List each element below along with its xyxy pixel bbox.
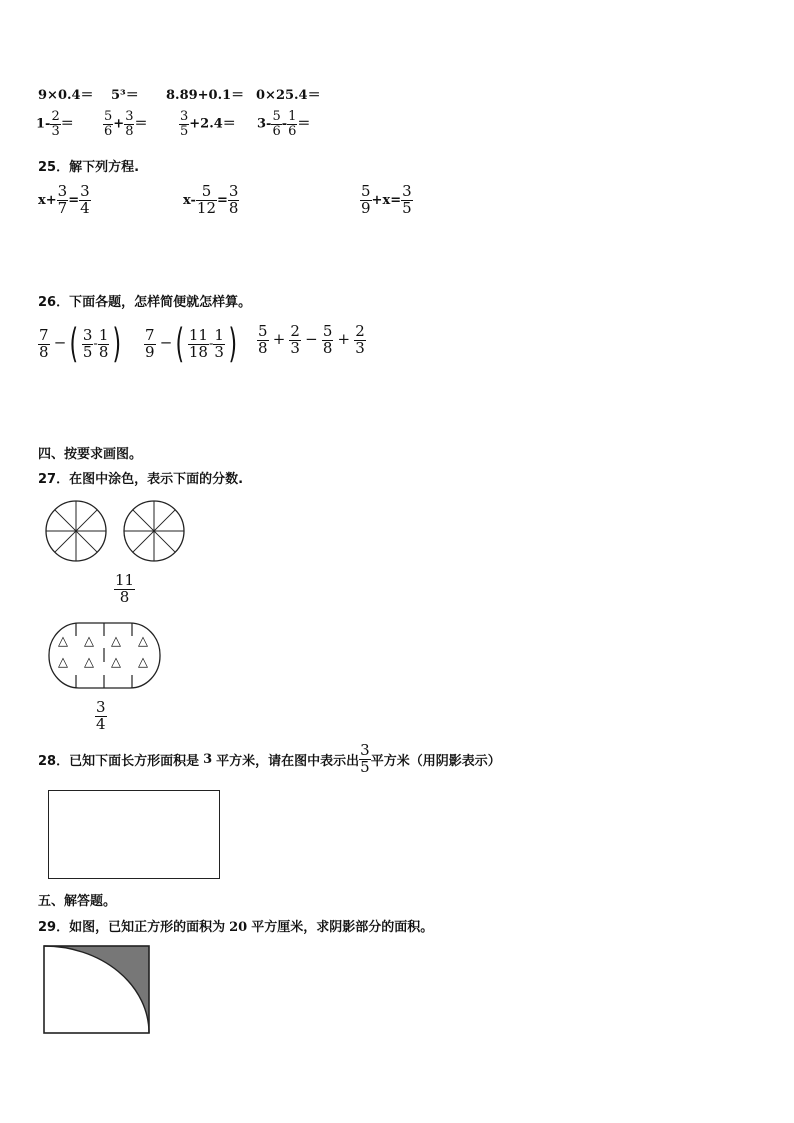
q28-rectangle[interactable] bbox=[48, 790, 220, 879]
denominator: 4 bbox=[80, 198, 90, 217]
fraction bbox=[287, 110, 297, 138]
prefix: x- bbox=[183, 192, 196, 208]
numerator: 5 bbox=[104, 109, 113, 124]
fraction bbox=[103, 110, 113, 138]
denominator: 6 bbox=[104, 123, 113, 139]
triangle-icon: △ bbox=[111, 634, 121, 649]
equation-2 bbox=[183, 184, 239, 217]
numerator: 11 bbox=[188, 325, 208, 344]
fraction bbox=[144, 325, 156, 361]
denominator: 3 bbox=[214, 342, 224, 361]
oral-calc-item: 5³＝ bbox=[111, 88, 139, 103]
q29-square-figure bbox=[42, 944, 152, 1036]
denominator: 8 bbox=[119, 587, 130, 606]
triangle-icon: △ bbox=[138, 634, 148, 649]
fraction bbox=[98, 325, 110, 361]
fraction bbox=[196, 184, 217, 217]
q25-equations bbox=[38, 184, 458, 224]
left-paren-icon: ( bbox=[175, 321, 185, 367]
numerator: 3 bbox=[402, 182, 412, 200]
circle-1[interactable] bbox=[46, 501, 106, 561]
q29-text-post: 平方厘米，求阴影部分的面积。 bbox=[251, 920, 434, 935]
fraction bbox=[179, 110, 189, 138]
triangle-icon: △ bbox=[84, 634, 94, 649]
fraction bbox=[271, 110, 281, 138]
numerator: 3 bbox=[228, 182, 239, 200]
oral-calc-item: 9×0.4＝ bbox=[38, 88, 94, 103]
denominator: 8 bbox=[322, 338, 333, 357]
numerator: 5 bbox=[258, 322, 268, 340]
expression-2 bbox=[144, 321, 241, 367]
oral-calc-row2 bbox=[36, 110, 356, 146]
fraction bbox=[359, 743, 371, 776]
left-paren-icon: ( bbox=[69, 321, 79, 367]
question-27-title: 27．在图中涂色，表示下面的分数. bbox=[38, 472, 244, 487]
q28-text-pre: 28．已知下面长方形面积是 bbox=[38, 753, 200, 769]
denominator: 5 bbox=[360, 757, 370, 776]
triangle-icon: △ bbox=[111, 655, 121, 670]
q28-text-mid: 平方米，请在图中表示出 bbox=[216, 753, 360, 769]
fraction bbox=[289, 324, 301, 357]
numerator: 5 bbox=[196, 184, 217, 201]
circle-2[interactable] bbox=[124, 501, 184, 561]
suffix: ＝ bbox=[134, 116, 148, 132]
operator: - bbox=[208, 336, 214, 352]
fraction bbox=[228, 184, 240, 217]
right-paren-icon: ) bbox=[228, 321, 238, 367]
q27-fraction-2 bbox=[95, 700, 107, 733]
triangle-icon: △ bbox=[138, 655, 148, 670]
fraction bbox=[360, 184, 372, 217]
operator: - bbox=[93, 336, 98, 352]
denominator: 8 bbox=[258, 338, 268, 357]
oral-calc-item bbox=[257, 110, 310, 138]
numerator: 7 bbox=[145, 325, 155, 344]
numerator: 2 bbox=[51, 109, 60, 124]
oral-calc-item bbox=[36, 110, 74, 138]
equation-3 bbox=[360, 184, 413, 217]
denominator: 4 bbox=[96, 714, 106, 733]
numerator: 1 bbox=[98, 325, 109, 344]
denominator: 3 bbox=[290, 338, 300, 357]
numerator: 1 bbox=[214, 325, 224, 344]
operator: + bbox=[272, 329, 286, 348]
section-5-title: 五、解答题。 bbox=[38, 894, 117, 909]
equals: = bbox=[217, 192, 228, 208]
middle: +x= bbox=[371, 192, 402, 208]
shaded-region bbox=[44, 946, 149, 1033]
oral-calc-item bbox=[179, 110, 236, 138]
numerator: 3 bbox=[57, 182, 68, 200]
fraction bbox=[50, 110, 60, 138]
expression-1 bbox=[38, 321, 125, 367]
q27-fraction-1 bbox=[114, 573, 135, 606]
operator: + bbox=[337, 329, 351, 348]
operator: − bbox=[159, 333, 173, 352]
numerator: 1 bbox=[288, 109, 297, 124]
numerator: 5 bbox=[361, 182, 371, 200]
operator: + bbox=[113, 116, 125, 132]
fraction bbox=[257, 324, 269, 357]
prefix: 1- bbox=[36, 116, 51, 132]
numerator: 3 bbox=[180, 109, 189, 124]
section-4-title: 四、按要求画图。 bbox=[38, 447, 143, 462]
denominator: 8 bbox=[39, 342, 49, 361]
denominator: 9 bbox=[361, 198, 371, 217]
fraction bbox=[401, 184, 413, 217]
numerator: 3 bbox=[360, 741, 370, 759]
numerator: 5 bbox=[272, 109, 281, 124]
circle-pair-figure bbox=[44, 499, 194, 565]
denominator: 5 bbox=[402, 198, 412, 217]
denominator: 9 bbox=[145, 342, 155, 361]
denominator: 18 bbox=[188, 342, 208, 361]
suffix: +2.4＝ bbox=[189, 116, 236, 132]
oral-calc-item bbox=[103, 110, 147, 138]
question-26-title: 26．下面各题，怎样简便就怎样算。 bbox=[38, 295, 252, 310]
fraction bbox=[322, 324, 334, 357]
denominator: 6 bbox=[288, 123, 297, 139]
q26-expressions bbox=[38, 321, 398, 368]
question-25-title: 25．解下列方程. bbox=[38, 160, 140, 175]
fraction bbox=[188, 325, 209, 361]
denominator: 8 bbox=[98, 342, 109, 361]
numerator: 2 bbox=[290, 322, 300, 340]
q28-area-value: 3 bbox=[203, 751, 213, 767]
oral-calc-item: 8.89+0.1＝ bbox=[166, 88, 245, 103]
equation-1 bbox=[38, 184, 91, 217]
triangle-icon: △ bbox=[84, 655, 94, 670]
triangle-icon: △ bbox=[58, 634, 68, 649]
numerator: 11 bbox=[115, 571, 135, 589]
q28-text-post: 平方米（用阴影表示） bbox=[370, 753, 501, 769]
fraction bbox=[124, 110, 134, 138]
numerator: 3 bbox=[82, 325, 93, 344]
numerator: 3 bbox=[80, 182, 90, 200]
operator: − bbox=[305, 329, 318, 348]
suffix: ＝ bbox=[60, 116, 74, 132]
denominator: 3 bbox=[51, 123, 60, 139]
fraction bbox=[57, 184, 69, 217]
right-paren-icon: ) bbox=[112, 321, 122, 367]
operator: − bbox=[53, 333, 67, 352]
equals: = bbox=[68, 192, 80, 208]
prefix: 3- bbox=[257, 116, 272, 132]
denominator: 8 bbox=[125, 123, 134, 139]
denominator: 12 bbox=[196, 198, 217, 217]
operator: - bbox=[281, 116, 288, 132]
denominator: 5 bbox=[180, 123, 189, 139]
fraction bbox=[79, 184, 91, 217]
denominator: 3 bbox=[355, 338, 365, 357]
denominator: 5 bbox=[82, 342, 93, 361]
numerator: 3 bbox=[96, 698, 106, 716]
q29-area-value: 20 bbox=[229, 920, 248, 935]
numerator: 7 bbox=[39, 325, 49, 344]
fraction bbox=[354, 324, 366, 357]
fraction bbox=[213, 325, 225, 361]
question-28-title bbox=[38, 743, 501, 783]
numerator: 5 bbox=[322, 322, 333, 340]
suffix: ＝ bbox=[297, 116, 311, 132]
numerator: 3 bbox=[125, 109, 134, 124]
oral-calc-item: 0×25.4＝ bbox=[256, 88, 321, 103]
prefix: x+ bbox=[38, 192, 57, 208]
denominator: 7 bbox=[57, 198, 68, 217]
denominator: 6 bbox=[272, 123, 281, 139]
fraction bbox=[82, 325, 94, 361]
fraction bbox=[38, 325, 50, 361]
q29-text-pre: 29．如图，已知正方形的面积为 bbox=[38, 920, 226, 935]
numerator: 2 bbox=[355, 322, 365, 340]
triangle-icon: △ bbox=[58, 655, 68, 670]
question-29-title bbox=[38, 916, 433, 935]
denominator: 8 bbox=[228, 198, 239, 217]
expression-3 bbox=[257, 324, 366, 357]
